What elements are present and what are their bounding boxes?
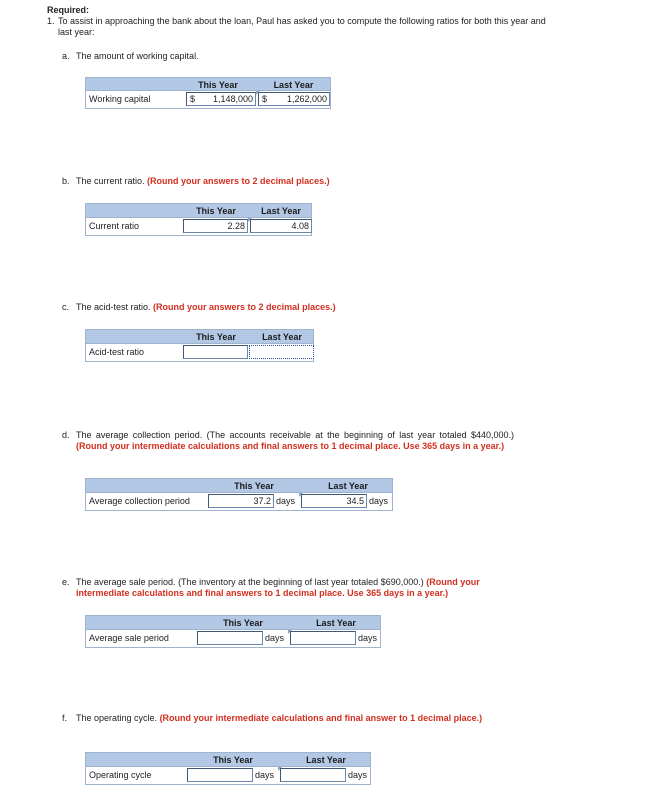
part-e-letter: e.	[62, 577, 70, 587]
part-d-text-wrap	[76, 430, 514, 452]
part-d-this-year-value: 37.2	[253, 496, 271, 506]
part-c-this-year-input[interactable]	[183, 345, 248, 359]
part-c-text-wrap	[76, 302, 336, 313]
part-a-this-year-input[interactable]	[186, 92, 256, 106]
part-f-this-unit: days	[255, 770, 275, 780]
part-b-text: The current ratio.	[76, 176, 145, 186]
part-f-table	[85, 752, 371, 785]
part-f-text-wrap	[76, 713, 502, 724]
part-d-note: (Round your intermediate calculations and final answers to 1 decimal place. Use 365 days in a year.)	[76, 441, 505, 451]
part-b-row	[85, 218, 312, 236]
part-d-row-label: Average collection period	[89, 496, 190, 506]
part-f-row	[85, 767, 371, 785]
part-a-text: The amount of working capital.	[76, 51, 199, 61]
part-c-col-this: This Year	[196, 332, 236, 342]
part-e-row	[85, 630, 381, 648]
part-e-text-wrap	[76, 577, 522, 599]
part-d-last-year-value: 34.5	[346, 496, 364, 506]
part-c-note: (Round your answers to 2 decimal places.)	[153, 302, 336, 312]
part-d-header	[85, 478, 393, 493]
part-a-letter: a.	[62, 51, 70, 61]
part-a-last-year-value: 1,262,000	[286, 94, 327, 104]
part-d-this-unit: days	[276, 496, 296, 506]
currency-symbol: $	[190, 94, 196, 104]
part-b-col-this: This Year	[196, 206, 236, 216]
part-f-header	[85, 752, 371, 767]
required-heading: Required:	[47, 5, 90, 15]
part-d-letter: d.	[62, 430, 70, 440]
part-a-this-year-value: 1,148,000	[212, 94, 253, 104]
part-a-row	[85, 91, 331, 109]
part-d-last-unit: days	[369, 496, 389, 506]
part-f-this-year-input[interactable]	[187, 768, 253, 782]
part-c-header	[85, 329, 314, 344]
part-d-this-year-input[interactable]	[208, 494, 274, 508]
part-b-text-wrap	[76, 176, 330, 187]
part-d-table	[85, 478, 393, 511]
part-b-header	[85, 203, 312, 218]
part-b-col-last: Last Year	[261, 206, 301, 216]
part-e-text: The average sale period. (The inventory at the beginning of last year totaled $690,000.)	[76, 577, 424, 587]
part-a-col-last: Last Year	[273, 80, 314, 90]
part-c-table	[85, 329, 314, 362]
part-b-this-year-value: 2.28	[227, 221, 245, 231]
part-c-row-label: Acid-test ratio	[89, 347, 145, 357]
part-f-row-label: Operating cycle	[89, 770, 152, 780]
part-b-last-year-input[interactable]	[250, 219, 312, 233]
part-d-last-year-input[interactable]	[301, 494, 367, 508]
part-f-letter: f.	[62, 713, 68, 723]
part-c-text: The acid-test ratio.	[76, 302, 151, 312]
question-number: 1.	[47, 16, 55, 26]
part-e-this-year-input[interactable]	[197, 631, 263, 645]
part-b-note: (Round your answers to 2 decimal places.)	[147, 176, 330, 186]
part-b-letter: b.	[62, 176, 70, 186]
part-c-col-last: Last Year	[262, 332, 302, 342]
part-f-col-last: Last Year	[306, 755, 346, 765]
part-e-col-this: This Year	[223, 618, 263, 628]
part-e-row-label: Average sale period	[89, 633, 169, 643]
part-a-row-label: Working capital	[89, 94, 151, 104]
part-e-note: (Round your intermediate calculations and final answers to 1 decimal place. Use 365 days in a year.)	[76, 577, 480, 598]
part-b-this-year-input[interactable]	[183, 219, 248, 233]
part-a-header	[85, 77, 331, 91]
part-e-this-unit: days	[265, 633, 285, 643]
part-d-row	[85, 493, 393, 511]
part-c-row	[85, 344, 314, 362]
part-b-table	[85, 203, 312, 236]
question-intro-text: To assist in approaching the bank about the loan, Paul has asked you to compute the following ratios for both this year and last year:	[58, 16, 546, 37]
part-f-note: (Round your intermediate calculations and final answer to 1 decimal place.)	[159, 713, 483, 723]
part-e-col-last: Last Year	[316, 618, 356, 628]
part-e-header	[85, 615, 381, 630]
part-b-last-year-value: 4.08	[291, 221, 309, 231]
part-d-text: The average collection period. (The accounts receivable at the beginning of last year totaled $440,000.)	[76, 430, 514, 440]
part-f-text: The operating cycle.	[76, 713, 158, 723]
part-f-col-this: This Year	[213, 755, 253, 765]
part-d-col-this: This Year	[234, 481, 274, 491]
currency-symbol: $	[262, 94, 268, 104]
part-e-table	[85, 615, 381, 648]
part-e-last-unit: days	[358, 633, 378, 643]
part-d-col-last: Last Year	[328, 481, 368, 491]
part-e-last-year-input[interactable]	[290, 631, 356, 645]
part-c-last-year-input[interactable]	[249, 345, 314, 359]
part-c-letter: c.	[62, 302, 70, 312]
part-a-table	[85, 77, 331, 109]
part-f-last-year-input[interactable]	[280, 768, 346, 782]
part-a-col-this: This Year	[198, 80, 238, 90]
part-a-last-year-input[interactable]	[258, 92, 330, 106]
part-b-row-label: Current ratio	[89, 221, 140, 231]
part-f-last-unit: days	[348, 770, 368, 780]
